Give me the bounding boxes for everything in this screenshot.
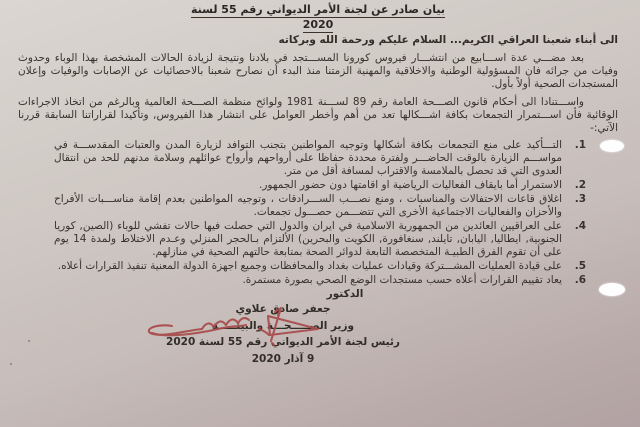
decision-list	[54, 139, 586, 287]
decision-item-1: التـــأكيد على منع التجمعات بكافة أشكالها وتوجيه المواطنين بتجنب التوافد لزيارة المدن والعتبات المقدســـة في مواســـم الزيارة بالوقت الحاضـــر ولفترة محددة حفاظا على أرواحهم وأرواح عوائلهم وسلامة مدنهم للحد من انتقال العدوى التي قد تحصل بالملامسة والاقتراب لمسافة أقل من متر.	[54, 139, 562, 177]
signatory-name: جعفر صادق علاوي	[235, 303, 331, 315]
intro-paragraph: بعد مضـــي عدة اســـابيع من انتشـــار فيروس كورونا المســـتجد في بلادنا ونتيجة لزيادة الحالات المشخصة بهذا الوباء وحدوث وفيات من جرائه فان المسؤولية الوطنية والاخلاقية والمهنية الزمتنا منذ البدء أن نصارح شعبنا بالاحصائيات عن الإصابات والوفيات وإعلان المستجدات الصحية أولاً بأول.	[18, 52, 618, 90]
punch-hole-bottom	[599, 283, 625, 296]
document-title	[18, 3, 618, 31]
legal-basis-paragraph: واســـتنادا الى أحكام قانون الصـــحة العامة رقم 89 لســـنة 1981 ولوائح منظمة الصـــحة العالمية وبالرغم من اتخاذ الاجراءات الوقائية فأن اســـتمرار التجمعات بكافة اشـــكالها تعد من أهم وأخطر العوامل على انتشار هذا الفيروس, وتأكيدا لقراراتنا السابقة قررنا الآتي:-	[18, 96, 618, 134]
decision-item-3: اغلاق قاعات الاحتفالات والمناسبات ، ومنع نصـــب الســـرادقات ، وتوجيه المواطنين بعدم إقامة مناســـبات الأفراح والأحزان والفعاليات الاجتماعية الأخرى التي تتضـــمن حصـــول تجمعات.	[54, 193, 562, 218]
punch-hole-top	[600, 140, 624, 152]
title-line-2: 2020	[302, 18, 334, 31]
decision-item-2: الاستمرار أما بايقاف الفعاليات الرياضية او اقامتها دون حضور الجمهور.	[259, 179, 562, 191]
signatory-position-committee: رئيس لجنة الأمر الديواني رقم 55 لسنة 2020	[166, 336, 400, 348]
signatory-position-minister: وزير الصـــــحـــة والبيئـــــة	[211, 319, 355, 332]
greeting-line: الى أبناء شعبنا العراقي الكريم... السلام عليكم ورحمة الله وبركاته	[278, 34, 618, 46]
title-line-1: بيان صادر عن لجنة الأمر الديواني رقم 55 لسنة	[190, 3, 446, 16]
paper-speck	[10, 363, 12, 365]
signatory-honorific: الدكتور	[326, 288, 364, 300]
decision-item-4: على العراقيين العائدين من الجمهورية الاسلامية في ايران والدول التي حصلت فيها حالات تفشي للوباء (الصين, كوريا الجنوبية, ايطاليا, اليابان, تايلند, سنغافورة, الكويت والبحرين) الألتزام بـالحجر المنزلي وعـدم الاختلاط ولمدة 14 يوم على أن تقوم الفرق الطبيـة المتخصصة التابعة لدوائر الصحة بمتابعة حالتهم الصحية في منازلهم.	[54, 220, 562, 258]
document-date: 9 آذار 2020	[251, 352, 315, 365]
signature-block	[133, 288, 433, 368]
paper-speck	[28, 340, 30, 342]
decision-item-5: على قيادة العمليات المشـــتركة وقيادات عمليات بغداد والمحافظات وجميع اجهزة الدولة المعنية تنفيذ القرارات أعلاه.	[57, 260, 562, 272]
decision-item-6: يعاد تقييم القرارات أعلاه حسب مستجدات الوضع الصحي بصورة مستمرة.	[242, 274, 562, 286]
